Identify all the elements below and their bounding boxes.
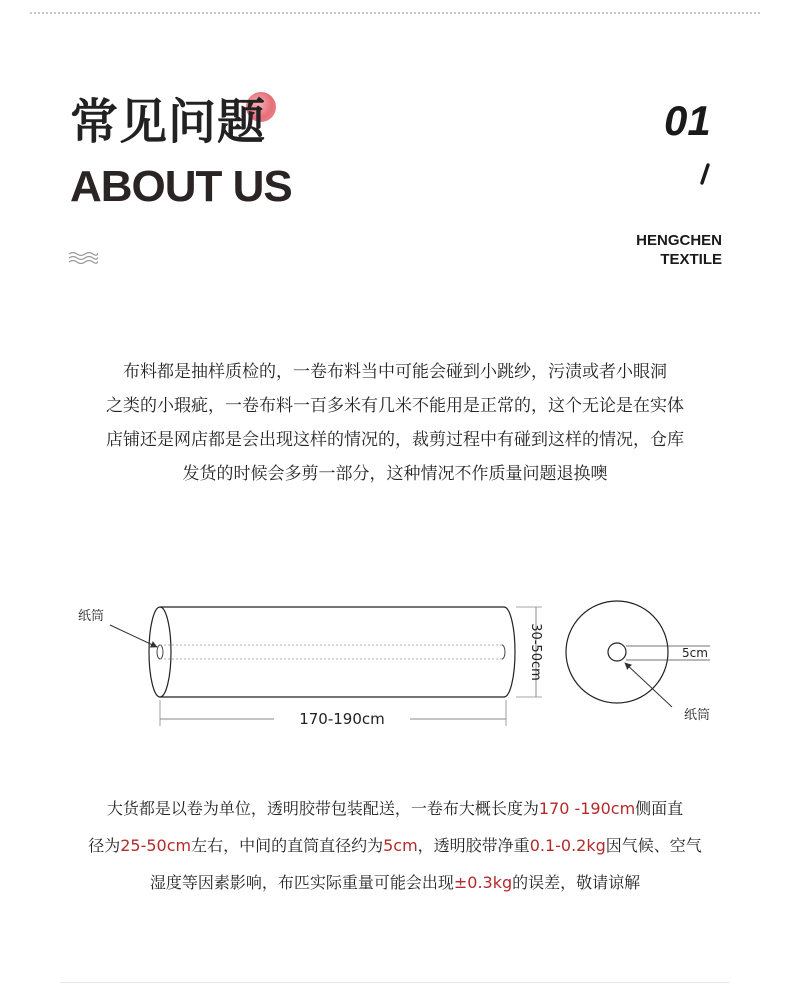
- section-number: 01: [664, 97, 711, 144]
- roll-side-view: [149, 607, 515, 697]
- label-tube-right: 纸筒: [684, 708, 711, 723]
- bottom-divider: [60, 982, 730, 983]
- page-subtitle: ABOUT US: [70, 162, 292, 211]
- slash-icon: [698, 163, 714, 185]
- brand-line-2: TEXTILE: [660, 251, 722, 268]
- bulk-shipping-paragraph: [58, 790, 732, 901]
- diameter-value: 25-50cm: [120, 836, 192, 855]
- page-title: 常见问题: [70, 94, 267, 150]
- label-tube-left: 纸筒: [78, 609, 105, 624]
- text-segment: 因气候、空气: [605, 836, 702, 855]
- text-segment: ，透明胶带净重: [417, 836, 530, 855]
- label-length: 170-190cm: [299, 710, 385, 728]
- tape-weight-value: 0.1-0.2kg: [529, 836, 606, 855]
- text-segment: 大货都是以卷为单位，透明胶带包装配送，一卷布大概长度为: [106, 799, 539, 818]
- paragraph-line: 店铺还是网店都是会出现这样的情况的，裁剪过程中有碰到这样的情况，仓库: [106, 430, 684, 450]
- paragraph-line: [58, 864, 732, 901]
- paragraph-line: [58, 827, 732, 864]
- quality-notice-paragraph: [58, 355, 732, 491]
- paragraph-line: [58, 790, 732, 827]
- brand-name: [636, 231, 722, 269]
- text-segment: 的误差，敬请谅解: [512, 873, 641, 892]
- paragraph-line: 之类的小瑕疵，一卷布料一百多米有几米不能用是正常的，这个无论是在实体: [106, 396, 684, 416]
- fabric-roll-diagram: [60, 590, 740, 740]
- brand-line-1: HENGCHEN: [636, 232, 722, 249]
- paragraph-line: 布料都是抽样质检的，一卷布料当中可能会碰到小跳纱，污渍或者小眼洞: [123, 362, 667, 382]
- label-diameter: 30-50cm: [528, 623, 543, 681]
- core-value: 5cm: [383, 836, 418, 855]
- weight-tolerance-value: ±0.3kg: [453, 873, 513, 892]
- text-segment: 湿度等因素影响，布匹实际重量可能会出现: [149, 873, 454, 892]
- label-core: 5cm: [682, 646, 708, 660]
- paragraph-line: 发货的时候会多剪一部分，这种情况不作质量问题退换噢: [182, 464, 608, 484]
- wave-icon: [68, 250, 98, 264]
- text-segment: 侧面直: [635, 799, 684, 818]
- text-segment: 径为: [88, 836, 121, 855]
- length-value: 170 -190cm: [538, 799, 636, 818]
- top-dotted-divider: [30, 12, 760, 16]
- text-segment: 左右，中间的直筒直径约为: [191, 836, 384, 855]
